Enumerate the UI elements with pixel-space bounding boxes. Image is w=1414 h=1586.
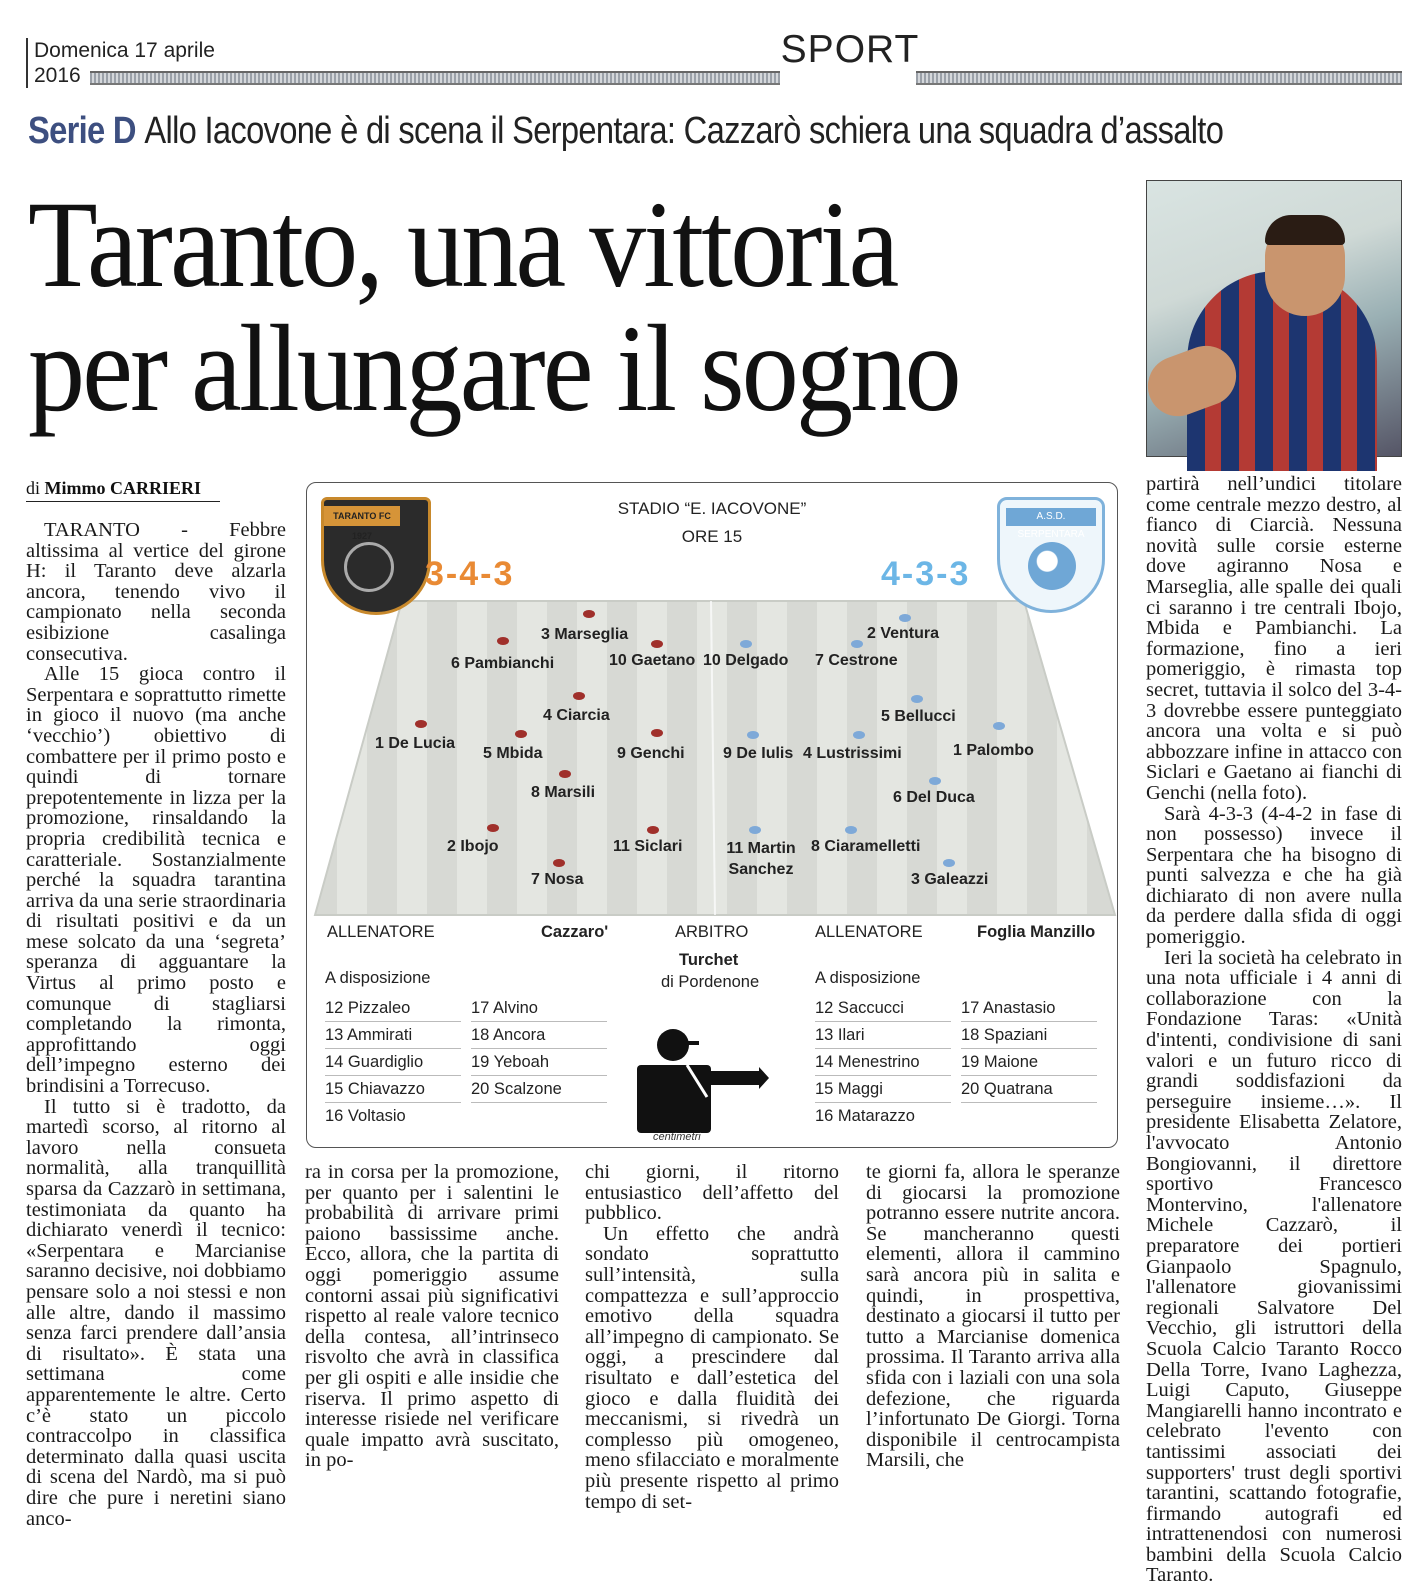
player-name: 7 Nosa: [531, 871, 584, 888]
kickoff-time: ORE 15: [681, 527, 743, 546]
player-marker: [749, 826, 761, 834]
player-name: 1 Palombo: [953, 742, 1034, 759]
paragraph: Sarà 4-3-3 (4-4-2 in fase di non possesso) invece il Serpentara che ha bisogno di punti salvezza e che ha già dichiarato di non avere nulla da perdere dalla sfida di oggi pomeriggio.: [1146, 802, 1402, 949]
player-marker: [845, 826, 857, 834]
player-marker: [515, 730, 527, 738]
article-column-3: [585, 1162, 839, 1512]
paragraph: Un effetto che andrà sondato soprattutto sull’intensità, sulla compattezza e sull’approccio emotivo della squadra all’impegno di campionato. Se oggi, a prescindere dal risultato e dall’estetica del gioco e dalla fluidità dei meccanismi, si rivedrà un complesso più omogeneo, meno sfilacciato e moralmente più presente rispetto al primo tempo di set-: [585, 1222, 839, 1513]
player-marker: [993, 722, 1005, 730]
article-column-2: [305, 1162, 559, 1471]
home-subs-list-1: [325, 995, 461, 1130]
list-item: 19 Maione: [961, 1049, 1097, 1076]
byline-author: Mimmo CARRIERI: [44, 478, 202, 498]
list-item: 15 Chiavazzo: [325, 1076, 461, 1103]
player-name: 2 Ibojo: [447, 838, 499, 855]
player-marker: [487, 824, 499, 832]
player-name: 6 Pambianchi: [451, 655, 555, 672]
list-item: 13 Ilari: [815, 1022, 951, 1049]
byline-prefix: di: [26, 478, 41, 498]
referee-name: Turchet: [679, 951, 739, 969]
logo-text: TARANTO FC 1927: [324, 506, 400, 526]
home-subs-label: A disposizione: [325, 969, 431, 987]
paragraph: chi giorni, il ritorno entusiastico dell’affetto del pubblico.: [585, 1161, 839, 1225]
away-subs-list-2: [961, 995, 1097, 1103]
list-item: 18 Spaziani: [961, 1022, 1097, 1049]
player-marker: [740, 640, 752, 648]
home-coach: Cazzaro': [541, 923, 609, 941]
player-marker: [651, 729, 663, 737]
list-item: 18 Ancora: [471, 1022, 607, 1049]
paragraph: partirà nell’undici titolare come centrale mezzo destro, al fianco di Ciarcià. Nessuna novità sulle corsie esterne dove agiranno Nosa e Marseglia, alle spalle dei quali ci saranno i tre centrali Ibojo, Mbida e Pambianchi. La formazione, fino a ieri pomeriggio, è rimasta top secret, tuttavia il solco del 3-4-3 dovrebbe essere punteggiato ancora una volta e si può abbozzare infine in attacco con Siclari e Gaetano ai fianchi di Genchi (nella foto).: [1146, 473, 1402, 804]
header-rule-right: [916, 71, 1402, 85]
player-name: 3 Galeazzi: [911, 871, 989, 888]
logo-text: A.S.D. SERPENTARA: [1006, 508, 1096, 526]
lineup-graphic: [306, 482, 1118, 1148]
paragraph: Ieri la società ha celebrato in una nota ufficiale i 4 anni di collaborazione con la Fondazione Taras: «Unità d'intenti, condivisione di sani valori e un futuro ricco di grandi soddisfazioni da perseguire insieme…». Il presidente Elisabetta Zelatore, l'avvocato Antonio Bongiovanni, il direttore sportivo Francesco Montervino, l'allenatore Michele Cazzarò, il preparatore dei portieri Gianpaolo Spagnulo, l'allenatore giovanissimi regionali Salvatore Del Vecchio, gli istruttori della Scuola Calcio Taranto Rocco Della Torre, Ivano Laghezza, Luigi Caputo, Giuseppe Mangiarelli hanno incontrato e celebrato l'evento con tantissimi associati dei supporters' trust degli sportivi tarantini, scattando fotografie, firmando autografi ed intrattenendosi con numerosi bambini della Scuola Calcio Taranto.: [1146, 946, 1402, 1586]
list-item: 19 Yeboah: [471, 1049, 607, 1076]
list-item: 12 Saccucci: [815, 995, 951, 1022]
player-name: 5 Bellucci: [881, 708, 956, 725]
player-marker: [853, 731, 865, 739]
byline: [26, 478, 220, 502]
player-name: 5 Mbida: [483, 745, 543, 762]
credit: centimetri: [653, 1131, 701, 1143]
away-formation: 4-3-3: [881, 555, 971, 593]
player-marker: [929, 777, 941, 785]
paragraph: TARANTO - Febbre altissima al vertice del girone H: il Taranto deve alzarla ancora, tenendo vivo il campionato nella seconda esibizione casalinga consecutiva.: [26, 519, 286, 665]
player-marker: [553, 859, 565, 867]
article-column-4: [866, 1162, 1120, 1471]
list-item: 13 Ammirati: [325, 1022, 461, 1049]
player-marker: [851, 640, 863, 648]
kicker: [28, 108, 1224, 154]
away-subs-list-1: [815, 995, 951, 1130]
player-marker: [651, 640, 663, 648]
article-column-right: [1146, 474, 1402, 1586]
paragraph: te giorni fa, allora le speranze di giocarsi la promozione potranno essere nutrite ancora. Se mancheranno questi elementi, allora il cammino sarà ancora più in salita e quindi, in prospettiva, destinato a giocarsi il tutto per tutto a Marcianise domenica prossima. Il Taranto arriva alla sfida con i laziali con una sola defezione, che riguarda l’infortunato De Giorgi. Torna disponibile il centrocampista Marsili, che: [866, 1161, 1120, 1472]
issue-date: Domenica 17 aprile 2016: [26, 38, 266, 88]
player-name: 7 Cestrone: [815, 652, 898, 669]
referee-label: ARBITRO: [675, 923, 749, 941]
home-subs-list-2: [471, 995, 607, 1103]
home-formation: 3-4-3: [425, 555, 515, 593]
list-item: 16 Voltasio: [325, 1107, 406, 1125]
list-item: 17 Anastasio: [961, 995, 1097, 1022]
list-item: 12 Pizzaleo: [325, 995, 461, 1022]
player-name: 8 Marsili: [531, 784, 596, 801]
list-item: 20 Scalzone: [471, 1076, 607, 1103]
player-marker: [747, 731, 759, 739]
player-name: 6 Del Duca: [893, 789, 975, 806]
list-item: 14 Menestrino: [815, 1049, 951, 1076]
player-name: 9 Genchi: [617, 745, 685, 762]
away-coach-label: ALLENATORE: [815, 923, 923, 941]
serpentara-logo: [997, 497, 1105, 613]
player-marker: [899, 614, 911, 622]
list-item: 14 Guardiglio: [325, 1049, 461, 1076]
player-name: 4 Lustrissimi: [803, 745, 902, 762]
player-marker: [559, 770, 571, 778]
list-item: 17 Alvino: [471, 995, 607, 1022]
player-name: 11 Siclari: [613, 838, 683, 855]
player-name: 11 Martin Sanchez: [726, 840, 796, 878]
player-marker: [573, 692, 585, 700]
player-name: 2 Ventura: [867, 625, 940, 642]
player-name: 9 De Iulis: [723, 745, 794, 762]
player-name: 1 De Lucia: [375, 735, 456, 752]
paragraph: Il tutto si è tradotto, da martedì scorso, al ritorno al lavoro nella consueta normalità, alla tranquillità sparsa da Cazzarò in settimana, testimoniata da quanto ha dichiarato venerdì il tecnico: «Serpentara e Marcianise saranno decisive, noi dobbiamo pensare solo a noi stessi e non alle altre, dando il massimo senza farci prendere dall’ansia di risultato». È stata una settimana come apparentemente le altre. Certo c’è stato un piccolo contraccolpo in classifica determinato dalla quasi uscita di scena del Nardò, ma si può dire che pure i neretini siano anco-: [26, 1095, 286, 1530]
list-item: 16 Matarazzo: [815, 1107, 915, 1125]
kicker-text: Allo Iacovone è di scena il Serpentara: Cazzarò schiera una squadra d’assalto: [144, 110, 1224, 152]
away-subs-label: A disposizione: [815, 969, 921, 987]
home-coach-label: ALLENATORE: [327, 923, 435, 941]
player-name: 4 Ciarcia: [543, 707, 610, 724]
player-marker: [911, 695, 923, 703]
list-item: 20 Quatrana: [961, 1076, 1097, 1103]
player-photo: [1146, 180, 1402, 457]
referee-city: di Pordenone: [661, 973, 760, 991]
player-marker: [583, 610, 595, 618]
player-name: 10 Delgado: [703, 652, 789, 669]
player-marker: [647, 826, 659, 834]
referee-icon: [637, 1027, 769, 1137]
list-item: 15 Maggi: [815, 1076, 951, 1103]
stadium-name: STADIO “E. IACOVONE”: [617, 499, 807, 518]
taranto-logo: [321, 497, 431, 615]
paragraph: ra in corsa per la promozione, per quanto per i salentini le probabilità di arrivare primi paiono bassissime anche. Ecco, allora, che la partita di oggi pomeriggio assume contorni assai più significativi rispetto al reale valore tecnico della contesa, all’intrinseco risvolto che avrà in classifica per gli ospiti e alle insidie che riserva. Il primo aspetto di interesse risiede nel verificare quale impatto avrà suscitato, in po-: [305, 1161, 559, 1472]
league-label: Serie D: [28, 110, 136, 152]
away-coach: Foglia Manzillo: [977, 923, 1096, 941]
header-rule-left: [90, 71, 780, 85]
player-name: 10 Gaetano: [609, 652, 696, 669]
player-marker: [943, 859, 955, 867]
section-title: SPORT: [780, 28, 920, 71]
player-marker: [497, 637, 509, 645]
player-name: 3 Marseglia: [541, 626, 629, 643]
headline: Taranto, una vittoria per allungare il sogno: [28, 176, 959, 437]
paragraph: Alle 15 gioca contro il Serpentara e soprattutto rimette in gioco il nuovo (ma anche ‘vecchio’) obiettivo di combattere per il primo posto e quindi di tornare prepotentemente in lizza per la promozione, rinsaldando la propria credibilità tecnica e caratteriale. Sostanzialmente perché la squadra tarantina arriva da una serie straordinaria di risultati positivi e da un mese solcato da una ‘segreta’ speranza di agguantare la Virtus al primo posto e comunque di stagliarsi completando la rimonta, approfittando oggi dell’impegno esterno dei brindisini a Torrecuso.: [26, 663, 286, 1098]
player-marker: [415, 720, 427, 728]
player-name: 8 Ciaramelletti: [811, 838, 921, 855]
article-column-1: [26, 520, 286, 1529]
